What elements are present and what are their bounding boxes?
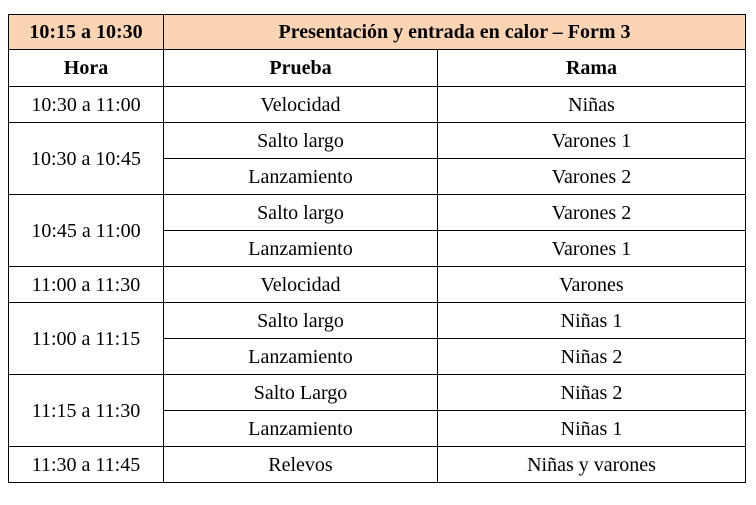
schedule-table xyxy=(8,14,746,483)
prueba-cell: Salto largo xyxy=(164,123,438,159)
rama-cell: Varones xyxy=(438,267,746,303)
prueba-cell: Lanzamiento xyxy=(164,231,438,267)
header-rama: Rama xyxy=(438,50,746,87)
rama-cell: Niñas 2 xyxy=(438,339,746,375)
rama-cell: Niñas xyxy=(438,87,746,123)
prueba-cell: Relevos xyxy=(164,447,438,483)
hora-cell: 10:30 a 10:45 xyxy=(9,123,164,195)
prueba-cell: Salto largo xyxy=(164,303,438,339)
rama-cell: Varones 2 xyxy=(438,159,746,195)
table-row xyxy=(9,267,746,303)
header-hora: Hora xyxy=(9,50,164,87)
banner-time: 10:15 a 10:30 xyxy=(9,15,164,50)
rama-cell: Varones 1 xyxy=(438,123,746,159)
table-row xyxy=(9,123,746,159)
rama-cell: Varones 2 xyxy=(438,195,746,231)
prueba-cell: Lanzamiento xyxy=(164,411,438,447)
header-prueba: Prueba xyxy=(164,50,438,87)
table-row xyxy=(9,87,746,123)
hora-cell: 11:15 a 11:30 xyxy=(9,375,164,447)
hora-cell: 10:30 a 11:00 xyxy=(9,87,164,123)
hora-cell: 11:30 a 11:45 xyxy=(9,447,164,483)
rama-cell: Varones 1 xyxy=(438,231,746,267)
rama-cell: Niñas 1 xyxy=(438,411,746,447)
table-row xyxy=(9,447,746,483)
table-row xyxy=(9,375,746,411)
prueba-cell: Velocidad xyxy=(164,267,438,303)
rama-cell: Niñas y varones xyxy=(438,447,746,483)
prueba-cell: Salto Largo xyxy=(164,375,438,411)
header-row xyxy=(9,50,746,87)
hora-cell: 11:00 a 11:30 xyxy=(9,267,164,303)
prueba-cell: Lanzamiento xyxy=(164,339,438,375)
hora-cell: 11:00 a 11:15 xyxy=(9,303,164,375)
prueba-cell: Lanzamiento xyxy=(164,159,438,195)
rama-cell: Niñas 1 xyxy=(438,303,746,339)
rama-cell: Niñas 2 xyxy=(438,375,746,411)
prueba-cell: Velocidad xyxy=(164,87,438,123)
prueba-cell: Salto largo xyxy=(164,195,438,231)
banner-row xyxy=(9,15,746,50)
table-row xyxy=(9,303,746,339)
hora-cell: 10:45 a 11:00 xyxy=(9,195,164,267)
table-row xyxy=(9,195,746,231)
banner-title: Presentación y entrada en calor – Form 3 xyxy=(164,15,746,50)
